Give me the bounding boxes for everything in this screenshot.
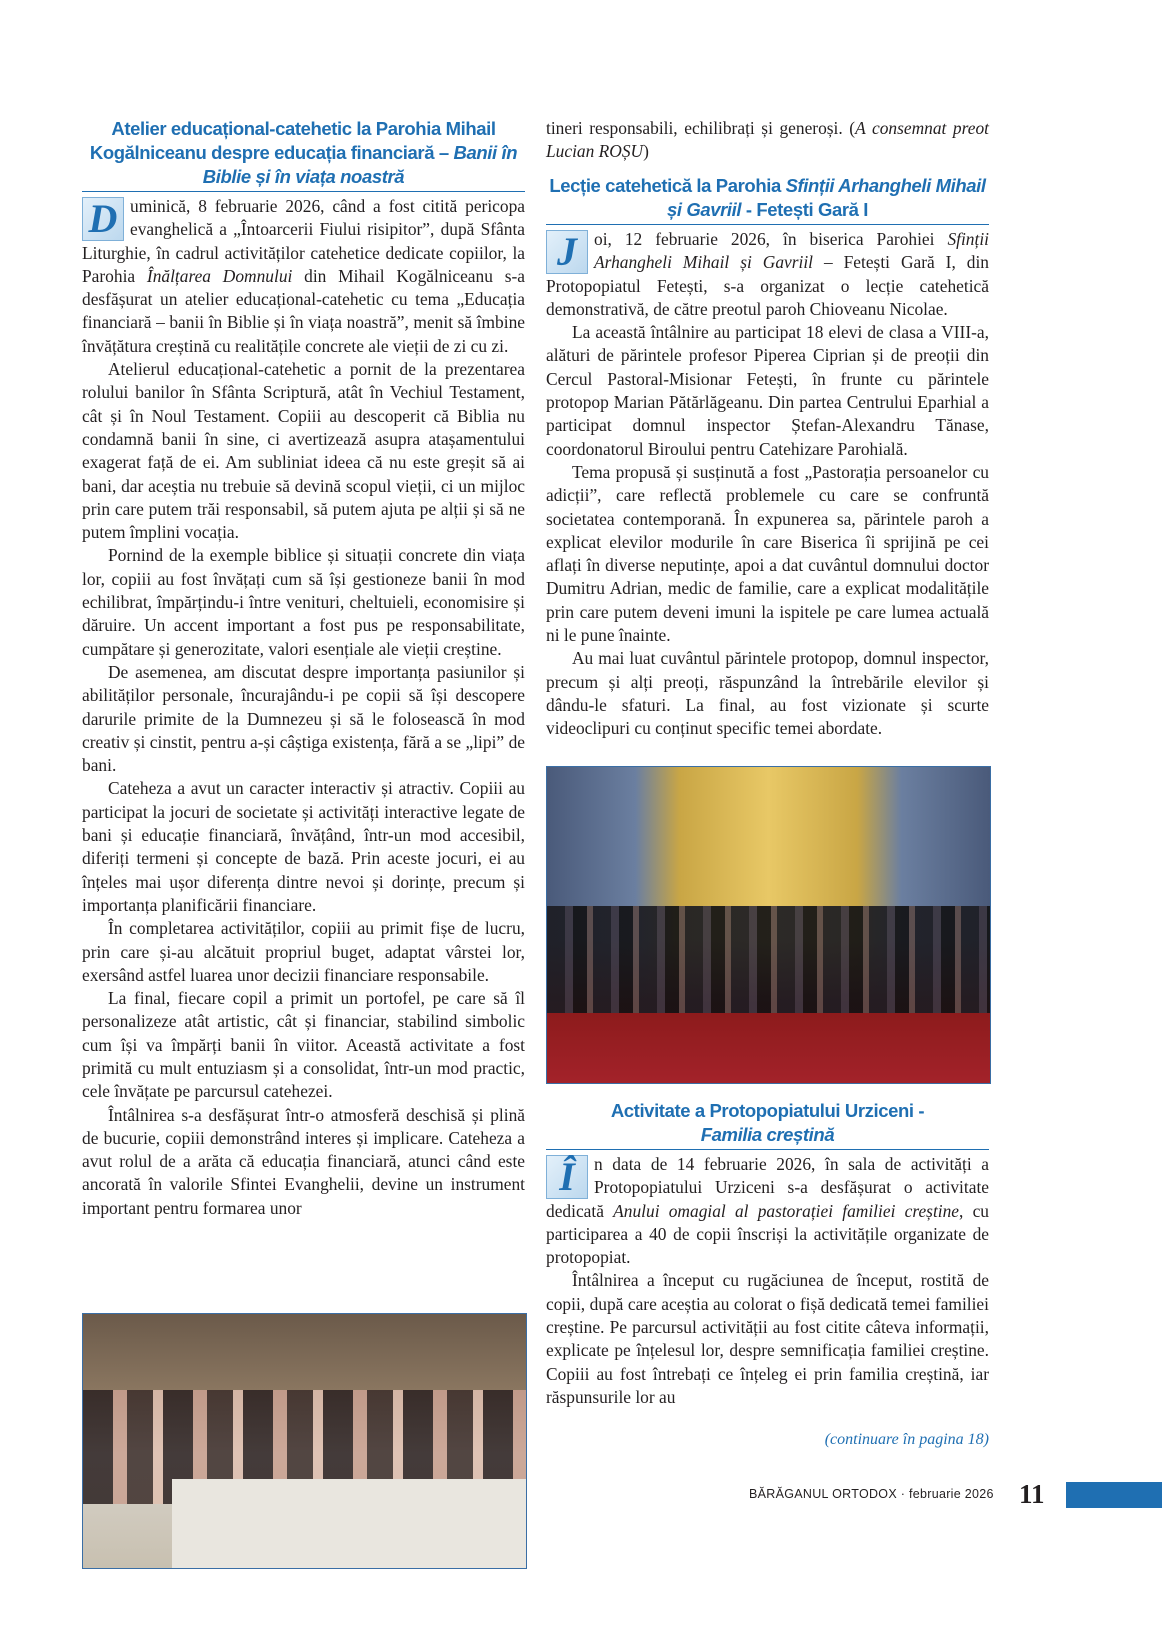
paragraph-text	[82, 196, 525, 356]
article-1-body	[82, 195, 525, 1220]
photo-group-figures	[547, 906, 990, 1013]
article-1-paragraph	[82, 987, 525, 1103]
italic-text: Familia creștină	[700, 1124, 835, 1145]
text-run: Cateheza a avut un caracter interactiv și atractiv. Copiii au participat la jocuri de societate și activități interactive legate de bani și educație financiară, învățând, într-un mod accesibil, diferiți termeni și concepte de bază. Prin aceste jocuri, ei au înțeles mai ușor diferența dintre nevoi și dorințe, precum și importanța planificării financiare.	[82, 778, 525, 915]
article-2-paragraph	[546, 461, 989, 647]
article-1-paragraph	[82, 777, 525, 917]
article-1-paragraph	[82, 917, 525, 987]
article-1-paragraph	[82, 358, 525, 544]
article-1-continuation	[546, 117, 989, 164]
footer-accent-bar	[1066, 1482, 1162, 1508]
article-3	[546, 1099, 989, 1409]
paragraph-text	[546, 229, 989, 319]
italic-text: Sfinții Arhangheli Mihail și Gavriil	[594, 229, 989, 273]
text-run: Au mai luat cuvântul părintele protopop, domnul inspector, precum și alți preoți, răspunzând la întrebările elevilor și dându-le sfaturi. La final, au fost vizionate și scurte videoclipuri cu conținut specific temei abordate.	[546, 648, 989, 739]
text-run: din Mihail Kogălniceanu s-a desfășurat un atelier educațional-catehetic cu tema „Educația financiară – banii în Biblie și în viața noastră”, menit să îmbine învățătura creștină cu realitățile concrete ale vieții de zi cu zi.	[82, 265, 525, 356]
text-run: În completarea activităților, copiii au primit fișe de lucru, prin care și-au alcătuit propriul buget, adaptat vârstei lor, exersând astfel luarea unor decizii financiare responsabile.	[82, 918, 525, 985]
article-1-paragraph	[82, 544, 525, 660]
article-1-paragraph-1	[82, 195, 525, 358]
decorative-initial-j: J	[546, 230, 588, 274]
text-run: Activitate a Protopopiatului Urziceni -	[610, 1100, 925, 1121]
photo-children-workshop	[82, 1313, 527, 1569]
italic-text: Sfinții Arhangheli Mihail și Gavriil	[666, 175, 986, 220]
article-2	[546, 174, 989, 741]
page-number: 11	[1019, 1479, 1045, 1509]
text-run: La această întâlnire au participat 18 elevi de clasa a VIII-a, alături de părintele profesor Piperea Ciprian și de preoții din Cercul Pastoral-Misionar Fetești, în frunte cu părintele protopop Marian Pătărlăgeanu. Din partea Centrului Eparhial a participat domnul inspector Ștefan-Alexandru Tănase, coordonatorul Biroului pentru Catehizare Parohială.	[546, 322, 989, 459]
italic-text: A consemnat preot Lucian ROȘU	[546, 118, 989, 162]
article-2-paragraph	[546, 321, 989, 461]
issue-date: · februarie 2026	[896, 1487, 994, 1501]
decorative-initial-i: Î	[546, 1155, 588, 1199]
article-3-paragraph	[546, 1269, 989, 1409]
article-2-paragraph	[546, 647, 989, 740]
article-1	[82, 117, 525, 1220]
text-run: Pornind de la exemple biblice și situații concrete din viața lor, copiii au fost învățați cum să își gestioneze banii în mod echilibrat, împărțindu-i între venituri, cheltuieli, economisire și dăruire. Un accent important a fost pus pe responsabilitate, cumpătare și generozitate, valori esențiale ale vieții creștine.	[82, 545, 525, 659]
footer-publication	[749, 1487, 994, 1501]
text-run: n data de 14 februarie 2026, în sala de activități a Protopopiatului Urziceni s-a desfășurat o activitate dedicată	[546, 1154, 989, 1221]
article-1-title	[82, 117, 525, 192]
article-2-title	[546, 174, 989, 225]
text-run: La final, fiecare copil a primit un portofel, pe care să îl personalizeze atât artistic, cât și financiar, stabilind simbolic cum își va împărți banii în viitor. Această activitate a fost primită cu mult entuziasm și a consolidat, într-un mod practic, cele învățate pe parcursul catehezei.	[82, 988, 525, 1102]
article-1-closing	[546, 117, 989, 164]
text-run: De asemenea, am discutat despre importanța pasiunilor și abilităților personale, încurajându-i pe copii să își descopere darurile primite de la Dumnezeu și să le folosească în mod creativ și cinstit, pentru a-și câștiga existența, fără a se „lipi” de bani.	[82, 661, 525, 776]
text-run: uminică, 8 februarie 2026, când a fost citită pericopa evanghelică a „Întoarcerii Fiului risipitor”, după Sfânta Liturghie, în cadrul activităților catehetice dedicate copiilor, la Parohia	[82, 196, 525, 286]
article-3-paragraph-1	[546, 1153, 989, 1269]
text-run: – Fetești Gară I, din Protopopiatul Fetești, s-a organizat o lecție catehetică demonstrativă, de către preotul paroh Chioveanu Nicolae.	[546, 252, 989, 319]
italic-text: Banii în Biblie și în viața noastră	[202, 142, 518, 187]
text-run: Întâlnirea a început cu rugăciunea de început, rostită de copii, după care aceștia au colorat o fișă dedicată temei familiei creștine. Pe parcursul activității au fost citite câteva informații, explicate pe înțelesul lor, despre semnificația familiei creștine. Copiii au fost întrebați ce înțeleg ei prin familia creștină, iar răspunsurile lor au	[546, 1270, 989, 1407]
decorative-initial-d: D	[82, 197, 124, 241]
text-run: Atelier educațional-catehetic la Parohia Mihail Kogălniceanu despre educația financiară –	[89, 118, 496, 163]
continued-on-page: (continuare în pagina 18)	[824, 1431, 989, 1448]
text-run: , cu participarea a 40 de copii înscriși la activitățile organizate de protopopiat.	[546, 1200, 989, 1268]
article-1-paragraph	[82, 661, 525, 777]
text-run: Lecție catehetică la Parohia	[549, 175, 786, 196]
text-run: Tema propusă și susținută a fost „Pastorația persoanelor cu adicții”, care reflectă problemele cu care se confruntă societatea contemporană. În expunerea sa, părintele paroh a explicat elevilor modurile în care Biserica îi sprijină pe cei aflați în diverse neputințe, apoi a dat cuvântul domnului doctor Dumitru Adrian, medic de familie, care a explicat modalitățile prin care putem deveni imuni la ispitele pe care lumea actuală ni le pune înainte.	[546, 461, 989, 646]
photo-church-group	[546, 766, 991, 1084]
publication-name: BĂRĂGANUL ORTODOX	[749, 1487, 897, 1501]
text-run: Întâlnirea s-a desfășurat într-o atmosferă deschisă și plină de bucurie, copiii demonstrând interes și implicare. Cateheza a avut rolul de a arăta că educația financiară, atunci când este ancorată în valorile Sfintei Evanghelii, devine un instrument important pentru formarea unor	[82, 1104, 525, 1218]
text-run: )	[643, 141, 649, 162]
article-2-paragraph-1	[546, 228, 989, 321]
italic-text: Anului omagial al pastorației familiei creștine	[613, 1200, 960, 1221]
text-run: - Fetești Gară I	[741, 199, 868, 220]
article-1-paragraph	[82, 1104, 525, 1220]
article-3-body	[546, 1153, 989, 1409]
text-run: oi, 12 februarie 2026, în biserica Parohiei	[594, 229, 948, 249]
text-run: tineri responsabili, echilibrați și generoși. (	[546, 118, 856, 138]
article-2-body	[546, 228, 989, 741]
text-run: Atelierul educațional-catehetic a pornit de la prezentarea rolului banilor în Sfânta Scriptură, atât în Vechiul Testament, cât și în Noul Testament. Copiii au descoperit că Biblia nu condamnă banii în sine, ci avertizează asupra atașamentului exagerat față de ei. Am subliniat ideea că nu este greșit să ai bani, dar aceștia nu trebuie să devină scopul vieții, ci un mijloc prin care putem trăi responsabil, să putem ajuta pe alții și să ne putem împlini vocația.	[82, 359, 525, 543]
italic-text: Înălțarea Domnului	[146, 265, 293, 286]
photo-table	[172, 1479, 526, 1568]
article-3-title	[546, 1099, 989, 1150]
paragraph-text	[546, 1154, 989, 1267]
